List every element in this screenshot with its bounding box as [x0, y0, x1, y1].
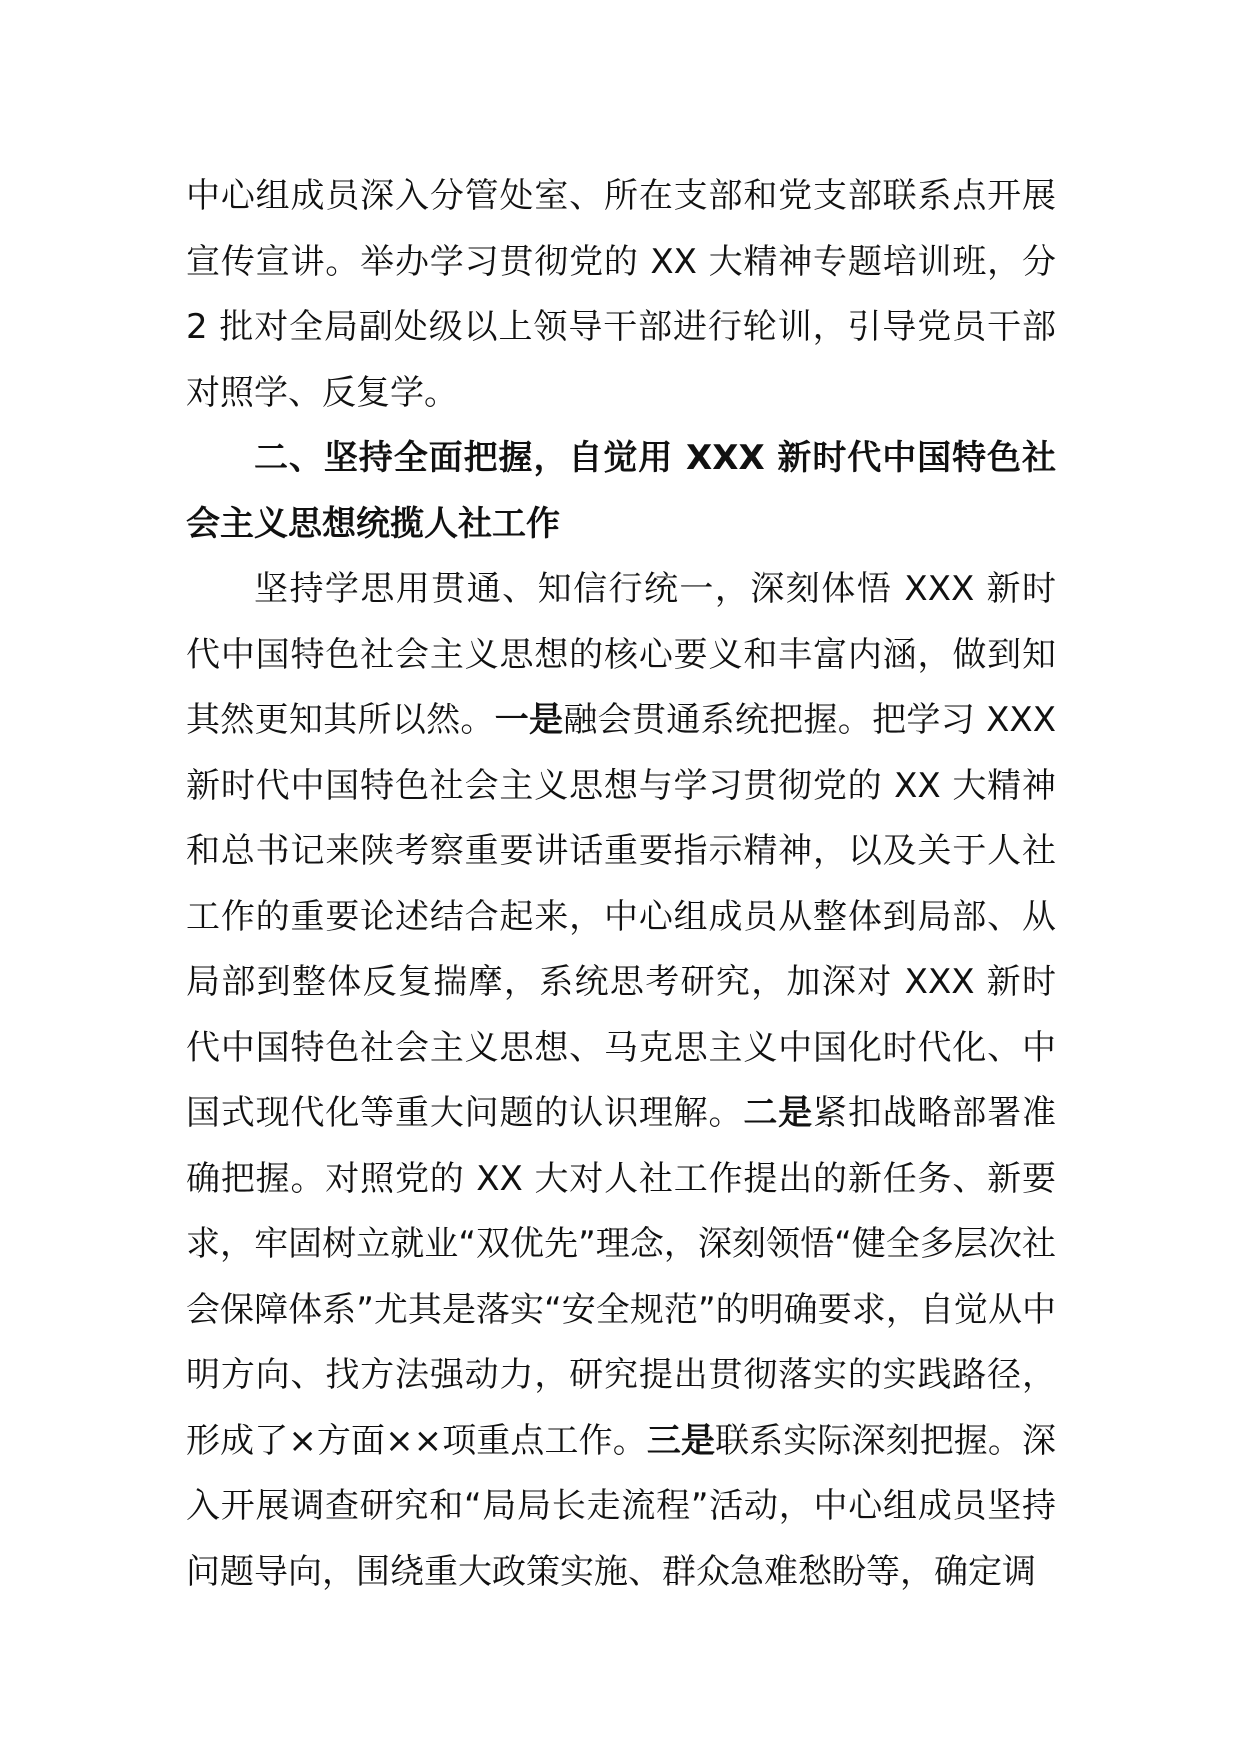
point-2-label: 二是 [743, 1093, 814, 1133]
section-heading-2: 二、坚持全面把握，自觉用 XXX 新时代中国特色社会主义思想统揽人社工作 [186, 438, 1056, 544]
document-body [186, 164, 1056, 1605]
paragraph-propaganda: 中心组成员深入分管处室、所在支部和党支部联系点开展宣传宣讲。举办学习贯彻党的 XX 大精神专题培训班，分 2 批对全局副处级以上领导干部进行轮训，引导党员干部对照学、反复学。 [186, 176, 1056, 413]
point-1-text: 融会贯通系统把握。把学习 XXX 新时代中国特色社会主义思想与学习贯彻党的 XX 大精神和总书记来陕考察重要讲话重要指示精神，以及关于人社工作的重要论述结合起来，中心组成员从整体到局部、从局部到整体反复揣摩，系统思考研究，加深对 XXX 新时代中国特色社会主义思想、马克思主义中国化时代化、中国式现代化等重大问题的认识理解。 [186, 700, 1057, 1133]
point-3-text: 联系实际深刻把握。深入开展调查研究和“局局长走流程”活动，中心组成员坚持问题导向，围绕重大政策实施、群众急难愁盼等，确定调 [186, 1420, 1057, 1592]
point-1-label: 一是 [494, 700, 564, 740]
paragraph-section-2 [186, 557, 1056, 1605]
paragraph-intro: 坚持学思用贯通、知信行统一，深刻体悟 XXX 新时代中国特色社会主义思想的核心要义和丰富内涵，做到知其然更知其所以然。 [186, 569, 1056, 740]
point-3-label: 三是 [646, 1420, 716, 1461]
point-2-text: 紧扣战略部署准确把握。对照党的 XX 大对人社工作提出的新任务、新要求，牢固树立就业“双优先”理念，深刻领悟“健全多层次社会保障体系”尤其是落实“安全规范”的明确要求，自觉从中明方向、找方法强动力，研究提出贯彻落实的实践路径，形成了×方面××项重点工作。 [186, 1093, 1057, 1461]
